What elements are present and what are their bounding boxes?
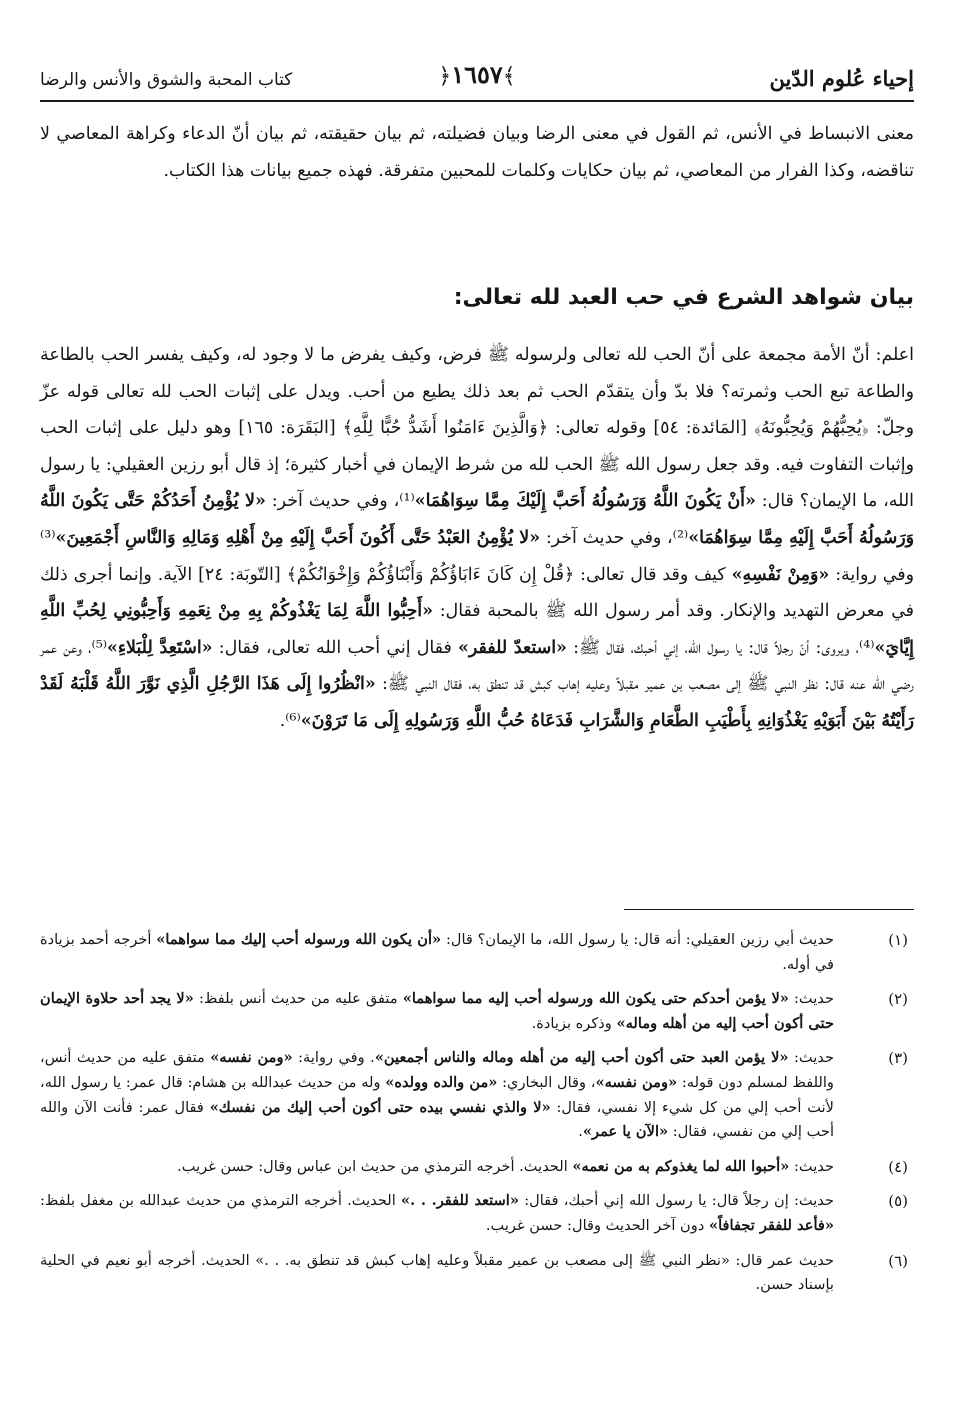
footnote-text: متفق عليه من حديث أنس، واللفظ لمسلم دون قوله:: [40, 1049, 834, 1091]
hadith-quote: «لا يُؤْمِنُ أَحَدُكُمْ حَتَّى يَكُونَ اللَّهُ وَرَسُولُهُ أَحَبَّ إِلَيْهِ مِمَّا سِوَاهُمَا»: [40, 491, 914, 548]
footnote: [40, 1046, 914, 1144]
footnote-text: وذكره بزيادة.: [531, 1014, 617, 1032]
main-text: .: [279, 710, 286, 731]
footnote-text: حديث أبي رزين العقيلي: أنه قال: يا رسول الله، ما الإيمان؟ قال:: [441, 931, 834, 948]
footnote-quote: «ومن نفسه»: [595, 1073, 678, 1091]
page-number: ١٦٥٧: [451, 60, 503, 89]
main-text: ، وفي حديث آخر:: [271, 491, 400, 512]
footnote: [40, 1189, 914, 1238]
footnote-text: .: [578, 1123, 583, 1141]
footnote-ref: ⁽⁶⁾: [285, 710, 301, 731]
hadith-quote: «انْظُرُوا إِلَى هَذَا الرَّجُلِ الَّذِي نَوَّرَ اللَّهُ قَلْبَهُ لَقَدْ رَأَيْتُهُ بَيْنَ أَبَوَيْهِ يَغْذُوَانِهِ بِأَطْيَبِ الطَّعَامِ وَالشَّرَابِ فَدَعَاهُ حُبُّ اللَّهِ وَرَسُولِهِ إِلَى مَا تَرَوْنَ»: [40, 674, 914, 731]
ornament-left-icon: ﴾: [502, 64, 516, 89]
footnote-quote: «ومن نفسه»: [210, 1049, 293, 1067]
footnote-ref: ⁽⁴⁾: [859, 637, 875, 658]
footnote-text: الحديث. أخرجه الترمذي من حديث ابن عباس وقال: حسن غريب.: [177, 1157, 573, 1175]
hadith-quote: «لا يُؤْمِنُ العَبْدُ حَتَّى أَكُونَ أَحَبَّ إِلَيْهِ مِنْ أَهْلِهِ وَمَالِهِ وَالنَّاسِ أَجْمَعِينَ»: [55, 527, 541, 548]
footnote-quote: «لا يؤمن العبد حتى أكون أحب إليه من أهله وماله والناس أجمعين»: [374, 1049, 789, 1067]
footnote-quote: «أحبوا الله لما يغذوكم به من نعمه»: [572, 1157, 790, 1175]
footnote-text: حديث: إن رجلاً قال: يا رسول الله إني أحبك، فقال:: [518, 1192, 834, 1210]
main-text: ، وفي حديث آخر:: [545, 527, 673, 548]
ornament-right-icon: ﴿: [438, 64, 452, 89]
footnote: [40, 1249, 914, 1298]
page-header: [40, 52, 914, 102]
footnote-number: (٢): [888, 990, 908, 1009]
footnote-text: الحديث. أخرجه الترمذي من حديث عبدالله بن مغفل بلفظ:: [40, 1192, 401, 1210]
footnote-number: (٣): [888, 1049, 908, 1068]
footnote-text: حديث:: [788, 990, 834, 1008]
footnote: [40, 928, 914, 977]
main-text: اعلم: أنّ الأمة مجمعة على أنّ الحب لله تعالى ولرسوله ﷺ فرض، وكيف يفرض ما لا وجود له، وكيف يفسر الحب بالطاعة والطاعة تبع الحب وثمرته؟ فلا بدّ وأن يتقدّم الحب ثم بعد ذلك يطيع من أحب. ويدل على إثبات الحب لله تعالى قوله عزّ وجلّ: ﴿يُحِبُّهُمْ وَيُحِبُّونَهُ﴾ [المَائدة: ٥٤] وقوله تعالى: ﴿وَالَّذِينَ ءَامَنُوا أَشَدُّ حُبًّا لِلَّهِ﴾ [البَقَرَة: ١٦٥] وهو دليل على إثبات الحب وإثبات التفاوت فيه. وقد جعل رسول الله ﷺ الحب لله من شرط الإيمان في أخبار كثيرة؛ إذ قال أبو رزين العقيلي: يا رسول الله، ما الإيمان؟ قال:: [40, 345, 915, 512]
footnote-ref: ⁽⁵⁾: [91, 637, 108, 658]
footnote-ref: ⁽¹⁾: [399, 491, 415, 512]
footnote-number: (٦): [888, 1251, 908, 1270]
hadith-quote: «اسْتَعِدَّ لِلْبَلاءِ»: [107, 637, 213, 658]
hadith-quote: «وَمِنْ نَفْسِهِ»: [731, 564, 830, 585]
main-text: ، وعن عمر رضي الله عنه قال: نظر النبي ﷺ إلى مصعب بن عمير مقبلاً وعليه إهاب كبش قد تنطق به، فقال النبي ﷺ:: [40, 637, 915, 695]
footnote-quote: «من والده وولده»: [385, 1073, 498, 1091]
intro-paragraph: معنى الانبساط في الأنس، ثم القول في معنى الرضا وبيان فضيلته، ثم بيان حقيقته، ثم بيان أنّ الدعاء وكراهة المعاصي لا تناقضه، وكذا الفرار من المعاصي، ثم بيان حكايات وكلمات للمحبين متفرقة. فهذه جميع بيانات هذا الكتاب.: [40, 124, 914, 181]
footnote-quote: «استعد للفقر. . .»: [400, 1192, 519, 1210]
footnote-quote: «الآن يا عمر»: [582, 1123, 669, 1141]
main-text: ، ويروى: أنّ رجلاً قال: يا رسول الله، إني أحبك، فقال ﷺ:: [573, 637, 859, 658]
footnote-quote: «لا يجد أحد حلاوة الإيمان حتى أكون أحب إليه من أهله وماله»: [40, 990, 834, 1032]
main-text: كيف وقد قال تعالى: ﴿قُلْ إِن كَانَ ءَابَاؤُكُمْ وَأَبْنَاؤُكُمْ وَإِخْوَانُكُمْ﴾ [التّوبَة: ٢٤] الآية. وإنما أجرى ذلك في معرض التهديد والإنكار. وقد أمر رسول الله ﷺ بالمحبة فقال:: [40, 564, 914, 622]
footnote-text: وله من حديث عبدالله بن هشام: قال عمر: يا رسول الله، لأنت أحب إلي من كل شيء إلا نفسي، فقال:: [40, 1073, 834, 1116]
footnote-quote: «فأعد للفقر تجفافاً»: [708, 1216, 834, 1234]
main-paragraph: [40, 337, 914, 740]
footnote-number: (١): [888, 931, 908, 949]
footnote-text: أخرجه أحمد بزيادة في أوله.: [40, 931, 834, 973]
footnote-number: (٥): [888, 1192, 908, 1211]
footnote-text: ، وقال البخاري:: [497, 1073, 596, 1091]
footnotes: [40, 928, 914, 1308]
footnote-quote: «لا يؤمن أحدكم حتى يكون الله ورسوله أحب إليه مما سواهما»: [402, 990, 789, 1008]
section-title: بيان شواهد الشرع في حب العبد لله تعالى:: [453, 285, 914, 310]
main-text: فقال إني أحب الله تعالى، فقال:: [218, 637, 459, 658]
footnote-text: حديث:: [789, 1157, 834, 1175]
footnote-text: . وفي رواية:: [292, 1049, 375, 1067]
footnote-quote: «لا والذي نفسي بيده حتى أكون أحب إليك من نفسك»: [209, 1098, 551, 1116]
footnote-text: فقال عمر: فأنت الآن والله أحب إلي من نفسي، فقال:: [40, 1098, 834, 1141]
book-title: إحياء عُلوم الدّين: [769, 66, 914, 91]
hadith-quote: «أَنْ يَكُونَ اللَّهُ وَرَسُولُهُ أَحَبَّ إِلَيْكَ مِمَّا سِوَاهُمَا»: [414, 491, 756, 512]
footnote-ref: ⁽²⁾: [672, 527, 689, 548]
footnote-text: متفق عليه من حديث أنس بلفظ:: [193, 990, 403, 1008]
main-text: وفي رواية:: [835, 564, 914, 585]
footnote-ref: ⁽³⁾: [40, 527, 56, 548]
footnote: [40, 1155, 914, 1180]
footnote-separator: [624, 909, 914, 910]
hadith-quote: «استعدّ للفقر»: [458, 637, 567, 658]
footnote-number: (٤): [888, 1157, 908, 1176]
chapter-title: كتاب المحبة والشوق والأنس والرضا: [40, 70, 293, 90]
page-number-block: [438, 60, 515, 89]
footnote-text: دون آخر الحديث وقال: حسن غريب.: [485, 1216, 709, 1234]
hadith-quote: «أَحِبُّوا اللَّهَ لِمَا يَغْذُوكُمْ بِهِ مِنْ نِعَمِهِ وَأَحِبُّونِي لِحُبِّ اللَّهِ إِيَّايَ»: [40, 601, 914, 658]
footnote-text: حديث:: [788, 1049, 834, 1067]
footnote-text: حديث عمر قال: «نظر النبي ﷺ إلى مصعب بن عمير مقبلاً وعليه إهاب كبش قد تنطق به. . .» الحديث. أخرجه أبو نعيم في الحلية بإسناد حسن.: [40, 1251, 834, 1294]
footnote: [40, 987, 914, 1036]
footnote-quote: «أن يكون الله ورسوله أحب إليك مما سواهما»: [156, 931, 442, 948]
